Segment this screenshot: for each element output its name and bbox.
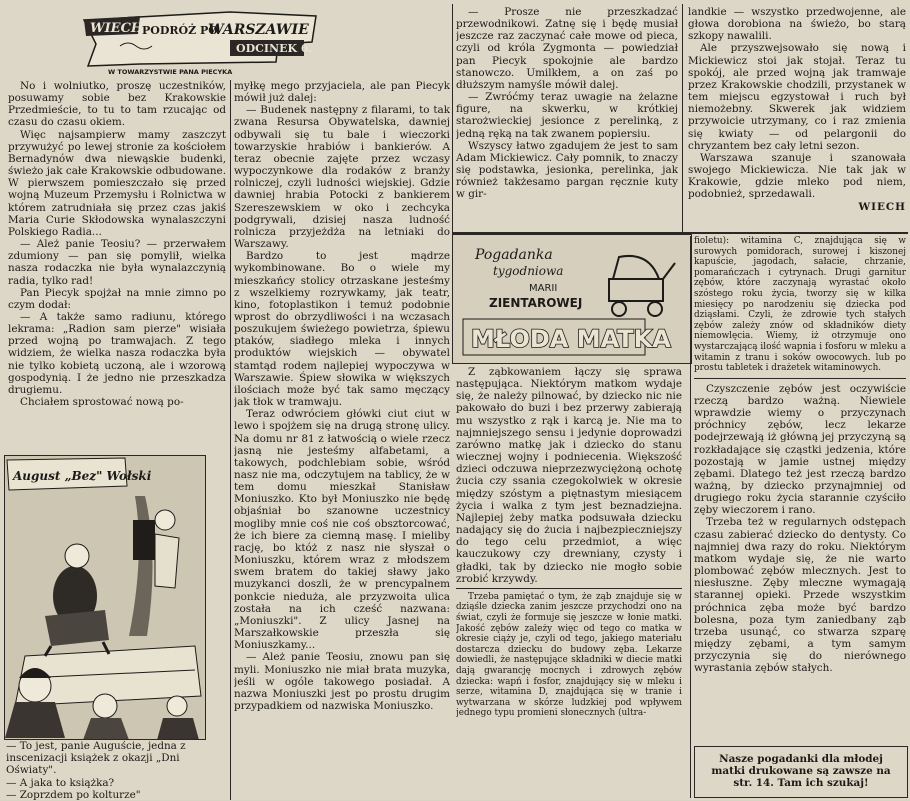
paragraph-small: Trzeba pamiętać o tym, że ząb znajduje się w dziąśle dziecka zanim jeszcze przychodzi ono na świat, czyli że formuje się jeszcze w łonie matki. Jakość zębów zależy więc od tego co matka w okresie ciąży je, czyli od tego, jakiego materiału dostarcza dziecku do budowy zęba. Lekarze dowiedli, że następujące składniki w diecie matki dają gwarancję mocnych i zdrowych zębów dziecka: wapń i fosfor, znajdujący się w mleku i serze, witamina D, znajdująca się w tranie i wytwarzana w skórze ludzkiej pod wpływem jednego typu promieni słonecznych (ultra-: [456, 591, 682, 719]
banner-title-line2: WARSZAWIE: [208, 22, 309, 38]
young-mother-column-1: [456, 366, 682, 798]
feuilleton-column-3: [456, 6, 678, 232]
paragraph: No i wolniutko, proszę uczestników, posuwamy sobie bez Krakowskie Przedmieście, to tu to tam rzucając od czasu do czasu okiem.: [8, 80, 226, 129]
paragraph: — Zwróćmy teraz uwagie na żelazne figure, na skwerku, w krótkiej starożwieckiej jesionce z perelinką, z jedną ręką na tak zwanem popiersiu.: [456, 91, 678, 140]
column-divider: [452, 4, 453, 232]
paragraph: Teraz odwróciem główki ciut ciut w lewo i spojżem się na drugą stronę ulicy. Na domu nr 81 z łatwością o wiele rzecz jasną nie jesteśmy alfabetami, a takowych, podchlebiam sobie, wśród nasz nie ma, odczytujem na tablicy, że w tem domu mieszkał Stanisław Moniuszko. Kto był Moniuszko nie będę objaśniał bo szanowne uczestnicy mogliby mnie coś nie coś obsztorcować, że ich biere za ciemną masę. I mieliby rację, bo któż z nasz nie słyszał o Moniuszku, którem wraz z młodszem swem bratem do takiej sławy jako muzykanci doszli, że w prencypalnem ponkcie nieduża, ale przyzwoita ulica została na ich cześć nazwana: „Moniuszki". Z ulicy Jasnej na Marszałkowskie przeszła się Moniuszkamy...: [234, 408, 450, 652]
banner-title-line1: PODRÓŻ PO: [142, 24, 218, 37]
paragraph: Bardzo to jest mądrze wykombinowane. Bo o wiele my mieszkańcy stolicy otrzaskane jesteśmy z wszelkiemy rozrywkamy, jak teatr, kino, fotoplastikon i temuż podobnie wprost do obrzydliwości i na wczasach poszukujem świeżego powietrza, śpiewu ptaków, siadłego mleka i innych produktów wiejskich — obywatel stamtąd rodem najlepiej wypoczywa w Warszawie. Śpiew słowika w większych ilościach może być tak samo męczący jak tłok w tramwaju.: [234, 250, 450, 409]
column-divider: [230, 80, 231, 800]
pages-note: Nasze pogadanki dla młodej matki drukowane są zawsze na str. 14. Tam ich szukaj!: [711, 753, 891, 790]
paragraph: Czyszczenie zębów jest oczywiście rzeczą bardzo ważną. Niewiele wprawdzie wiemy o przyczynach próchnicy zębów, lecz lekarze podejrzewają iż główną jej przyczyną są rozkładające się cząstki jedzenia, które pozostają w jamie ustnej między zębami. Dlatego też jest rzeczą bardzo ważną, by dziecko przynajmniej od drugiego roku życia starannie czyściło zęby wieczorem i rano.: [694, 382, 906, 517]
pages-note-box: [694, 746, 908, 798]
caption-line: — Zoprzdem po kolturze": [6, 788, 141, 801]
kicker-line2: tygodniowa: [493, 264, 564, 278]
pram-icon: [609, 256, 675, 316]
young-mother-column-header: [452, 234, 692, 364]
cartoon-caption: [6, 740, 206, 801]
paragraph: Warszawa szanuje i szanowała swojego Mickiewicza. Nie tak jak w Krakowie, gdzie mleko pod niem, podobnież, sprzedawali.: [688, 151, 906, 201]
paragraph: Ale przyszwejsowało się nową i Mickiewicz stoi jak stojał. Teraz tu spokój, ale przed wojną jak tramwaje przez Krakowskie chodzili, przystanek w tem miejscu egzystował i ruch był niemożebny. Skwerek jak widziem przywoicie utrzymany, co i raz zmienia się kwiaty — od pelargonii do chryzantem bez cały letni sezon.: [688, 42, 906, 152]
paragraph: — Ależ panie Teosiu? — przerwałem zdumiony — pan się pomylił, wielka nasza rodaczka nie była wynalazczynią radia, tylko rad!: [8, 238, 226, 287]
paragraph-small: fioletu): witamina C, znajdująca się w surowych pomidorach, surowej i kiszonej kapuście, jagodach, sałacie, chrzanie, pomarańczach i cytrynach. Drugi garnitur zębów, które zaczynają wyrastać około szóstego roku życia, tworzy się w kilka miesięcy po narodzeniu się dziecka pod dziąsłami. Czyli, że zdrowie tych stałych zębów zależy znów od składników diety niemowlęcia. Wiemy, iż otrzymuje ono wystarczającą ilość wapnia i fosforu w mleku a witamin z tranu i soków owocowych. lub po prostu tabletek i drażetek witaminowych.: [694, 236, 906, 374]
cartoon-drawing: [5, 456, 205, 739]
caption-line: — To jest, panie Auguście, jedna z inscenizacji książek z okazji „Dni Oświaty".: [6, 740, 186, 777]
young-mother-column-2: [694, 236, 906, 742]
cartoon-illustration: [4, 455, 206, 740]
banner-series: WIECH: [90, 21, 144, 36]
banner-episode: ODCINEK 6.: [236, 42, 313, 55]
paragraph: Pan Piecyk spojżał na mnie zimno po czym dodał:: [8, 286, 226, 311]
paragraph: Chciałem sprostować nową po-: [20, 396, 184, 409]
paragraph: — Prosze nie przeszkadzać przewodnikowi. Zatnę się i będę musiał jeszcze raz zaczynać całe mowe od pieca, czyli od króla Zygmonta — powiedział pan Piecyk spokojnie ale bardzo stanowczo. Umilkłem, a on zaś po dłuższym namyśle mówił dalej.: [456, 6, 678, 91]
banner-subtitle: W TOWARZYSTWIE PANA PIECYKA: [108, 68, 233, 76]
paragraph: landkie — wszystko przedwojenne, ale głowa dorobiona na świeżo, bo starą szkopy nawalili.: [688, 6, 906, 43]
wiech-series-banner: [80, 4, 320, 76]
paragraph: — Ależ panie Teosiu, znowu pan się myli. Moniuszko nie miał brata muzyka, jeśli w ogóle takowego posiadał. A nazwa Moniuszki jest po prostu drugim przypadkiem od nazwiska Moniuszko.: [234, 651, 450, 712]
kicker-line1: Pogadanka: [475, 247, 553, 263]
paragraph: Trzeba też w regularnych odstępach czasu zabierać dziecko do dentysty. Co najmniej dwa razy do roku. Niektórym matkom wydaje się, że nie warto plombować zębów mlecznych. Jest to niesłuszne. Zęby mleczne wymagają starannej opieki. Przede wszystkim próchnica zęba może być bardzo bolesna, poza tym zaniedbany ząb trzeba usunąć, co stwarza szparę między zębami, a tym samym przyczynia się do nierównego wyrastania zębów stałych.: [694, 516, 906, 675]
author-line2: ZIENTAROWEJ: [489, 296, 583, 310]
author-signature: WIECH: [858, 200, 906, 213]
feuilleton-column-1: [8, 80, 226, 448]
feuilleton-column-2: [234, 80, 450, 798]
paragraph: — Budenek następny z filarami, to tak zwana Resursa Obywatelska, dawniej odbywali się tu bale i wieczorki towarzyskie hrabiów i bankierów. A teraz obecnie zajęte przez wczasy wypoczynkowe dla rodaków z branży rolniczej, czyli ludności wiejskiej. Gdzie dawniej hrabia Potocki z bankierem Szereszewskiem w oko i zechcyka podgrywali, dzisiej nasza ludność rolnicza przyjeżdża na letniaki do Warszawy.: [234, 104, 450, 251]
paragraph: — A także samo radiunu, którego lekrama: „Radion sam pierze" wisiała przed wojną po tramwajach. Z tego widziem, że wielka nasza rodaczka była nie tylko kobietą uczoną, ale i wzorową gospodynią. I że jedno nie przeszkadza drugiemu.: [8, 310, 226, 396]
column-divider: [682, 4, 683, 232]
paragraph: myłkę mego przyjaciela, ale pan Piecyk mówił już dalej:: [234, 80, 450, 105]
paragraph: Z ząbkowaniem łączy się sprawa następująca. Niektórym matkom wydaje się, że należy pilnować, by dziecko nic nie pakowało do buzi i bez przerwy zabierają mu wszystko z rąk i karcą je. Nie ma to najmniejszego sensu i jedynie doprowadzi zarówno matkę jak i dziecko do stanu wiecznej wojny i podniecenia. Większość dzieci odczuwa nieprzezwyciężoną ochotę żucia czy ssania czegokolwiek w okresie między szóstym a piętnastym miesiącem życia i walka z tym jest beznadziejna. Najlepiej żeby matka podsuwała dziecku nadający się do żucia i najbezpieczniejszy do tego celu przedmiot, a więc kauczukowy czy drewniany, czysty i gładki, tak by dziecko nie mogło sobie zrobić krzywdy.: [456, 366, 682, 585]
young-mother-header-art: [453, 235, 691, 363]
inline-divider: [694, 378, 906, 379]
inline-divider: [456, 588, 682, 589]
feuilleton-column-4: [688, 6, 906, 232]
caption-line: — A jaka to książka?: [6, 776, 115, 789]
cartoon-title: August „Bez" Wołski: [13, 469, 152, 483]
paragraph: Wszyscy łatwo zgadujem że jest to sam Adam Mickiewicz. Cały pomnik, to znaczy się podstawka, jesionka, perelinka, jak również takżesamo pargan ręcznie kuty w gir-: [456, 139, 678, 201]
column-divider: [690, 236, 691, 798]
paragraph: Więc najsampierw mamy zaszczyt przywużyć po lewej stronie za kościołem Bernadynów dwa niewąskie budenki, świeżo jak całe Krakowskie odbudowane. W pierwszem pomieszczało się przed wojną Muzeum Przemysłu i Rolnictwa w którem zatrudniała się przez czas jakiś Maria Curie Skłodowska wynalaszczyni Polskiego Radia...: [8, 128, 226, 238]
column-title: MŁODA MATKA: [471, 325, 671, 353]
author-line1: MARII: [529, 283, 558, 294]
